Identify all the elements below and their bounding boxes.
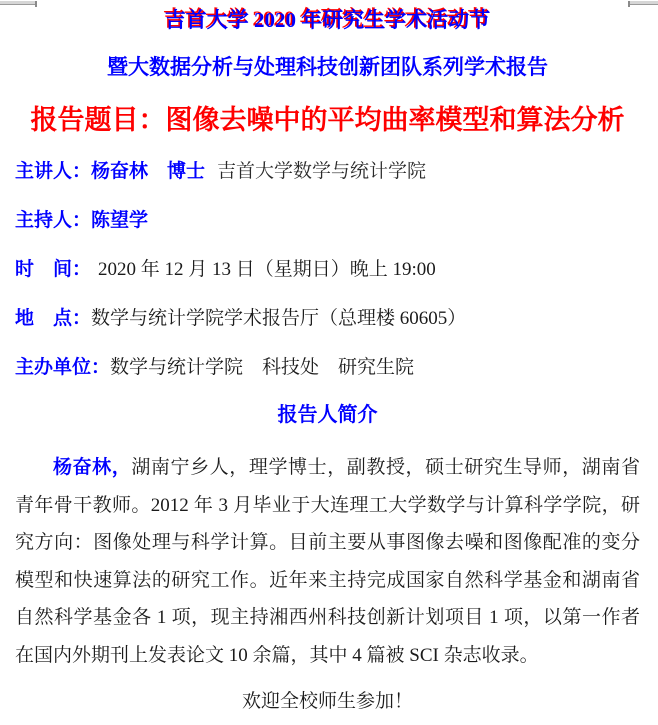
ruler-tick-icon [35, 1, 37, 7]
host-name: 陈望学 [91, 210, 149, 231]
host-row [15, 204, 640, 238]
ruler-margin-marker-right [628, 1, 658, 5]
speaker-row [15, 155, 640, 189]
lecture-title: 报告题目：图像去噪中的平均曲率模型和算法分析 [30, 105, 625, 135]
host-label: 主持人： [15, 210, 92, 231]
series-title: 暨大数据分析与处理科技创新团队系列学术报告 [107, 55, 548, 79]
time-value: 2020 年 12 月 13 日（星期日）晚上 19:00 [98, 259, 436, 280]
bio-paragraph [15, 449, 640, 674]
speaker-label: 主讲人： [15, 161, 92, 182]
bio-section-title: 报告人简介 [277, 404, 378, 426]
time-label: 时 间： [15, 259, 92, 280]
venue-value: 数学与统计学院学术报告厅（总理楼 60605） [91, 308, 467, 329]
venue-row [15, 302, 640, 336]
time-row [15, 253, 640, 287]
speaker-affiliation: 吉首大学数学与统计学院 [217, 161, 427, 182]
organizer-value: 数学与统计学院 科技处 研究生院 [110, 357, 415, 378]
venue-label: 地 点： [15, 308, 92, 329]
welcome-note: 欢迎全校师生参加！ [241, 691, 413, 712]
ruler-margin-marker-left [0, 1, 37, 5]
organizer-row [15, 351, 640, 385]
bio-text: 湖南宁乡人，理学博士，副教授，硕士研究生导师，湖南省青年骨干教师。2012 年 3 月毕业于大连理工大学数学与计算科学学院，研究方向：图像处理与科学计算。目前主要从事图像去噪和图像配准的变分模型和快速算法的研究工作。近年来主持完成国家自然科学基金和湖南省自然科学基金各 1 项，现主持湘西州科技创新计划项目 1 项，以第一作者在国内外期刊上发表论文 10 余篇，其中 4 篇被 SCI 杂志收录。 [15, 457, 640, 666]
speaker-name: 杨奋林 博士 [91, 161, 206, 182]
organizer-label: 主办单位： [15, 357, 111, 378]
ruler-tick-icon [628, 1, 630, 7]
bio-speaker-name: 杨奋林， [53, 457, 132, 478]
event-title: 吉首大学 2020 年研究生学术活动节 [164, 8, 491, 32]
